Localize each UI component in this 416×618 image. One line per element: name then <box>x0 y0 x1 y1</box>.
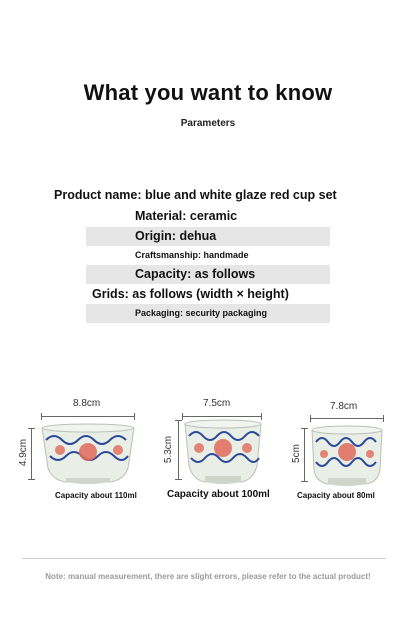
cup3-height-label: 5cm <box>290 444 302 463</box>
page-subtitle: Parameters <box>180 118 236 129</box>
cup1-width-label: 8.8cm <box>73 398 101 409</box>
cup2-image <box>183 418 263 486</box>
page-title: What you want to know <box>83 80 333 105</box>
cup1-width-dimension <box>41 410 135 420</box>
param-capacity: Capacity: as follows <box>86 265 330 284</box>
cup3-width-dimension <box>310 412 384 422</box>
divider <box>22 558 386 559</box>
param-material: Material: ceramic <box>135 209 238 223</box>
cups-section <box>0 392 416 512</box>
cup3-capacity: Capacity about 80ml <box>297 491 375 500</box>
cup1-image <box>40 422 136 486</box>
cup3-image <box>310 424 384 486</box>
param-product-name: Product name: blue and white glaze red cup set <box>54 188 337 202</box>
param-grids: Grids: as follows (width × height) <box>92 287 289 301</box>
param-packaging: Packaging: security packaging <box>86 304 330 323</box>
cup1-capacity: Capacity about 110ml <box>55 491 137 500</box>
cup3-width-label: 7.8cm <box>330 401 358 412</box>
cup2-capacity: Capacity about 100ml <box>167 489 270 500</box>
param-origin: Origin: dehua <box>86 227 330 246</box>
cup1-height-label: 4.9cm <box>18 438 30 467</box>
cup2-width-label: 7.5cm <box>203 398 231 409</box>
cup2-height-label: 5.3cm <box>163 435 175 464</box>
measurement-note: Note: manual measurement, there are slight errors, please refer to the actual product! <box>45 572 371 581</box>
param-craftsmanship: Craftsmanship: handmade <box>135 250 249 260</box>
cup2-height-dimension <box>173 420 183 480</box>
